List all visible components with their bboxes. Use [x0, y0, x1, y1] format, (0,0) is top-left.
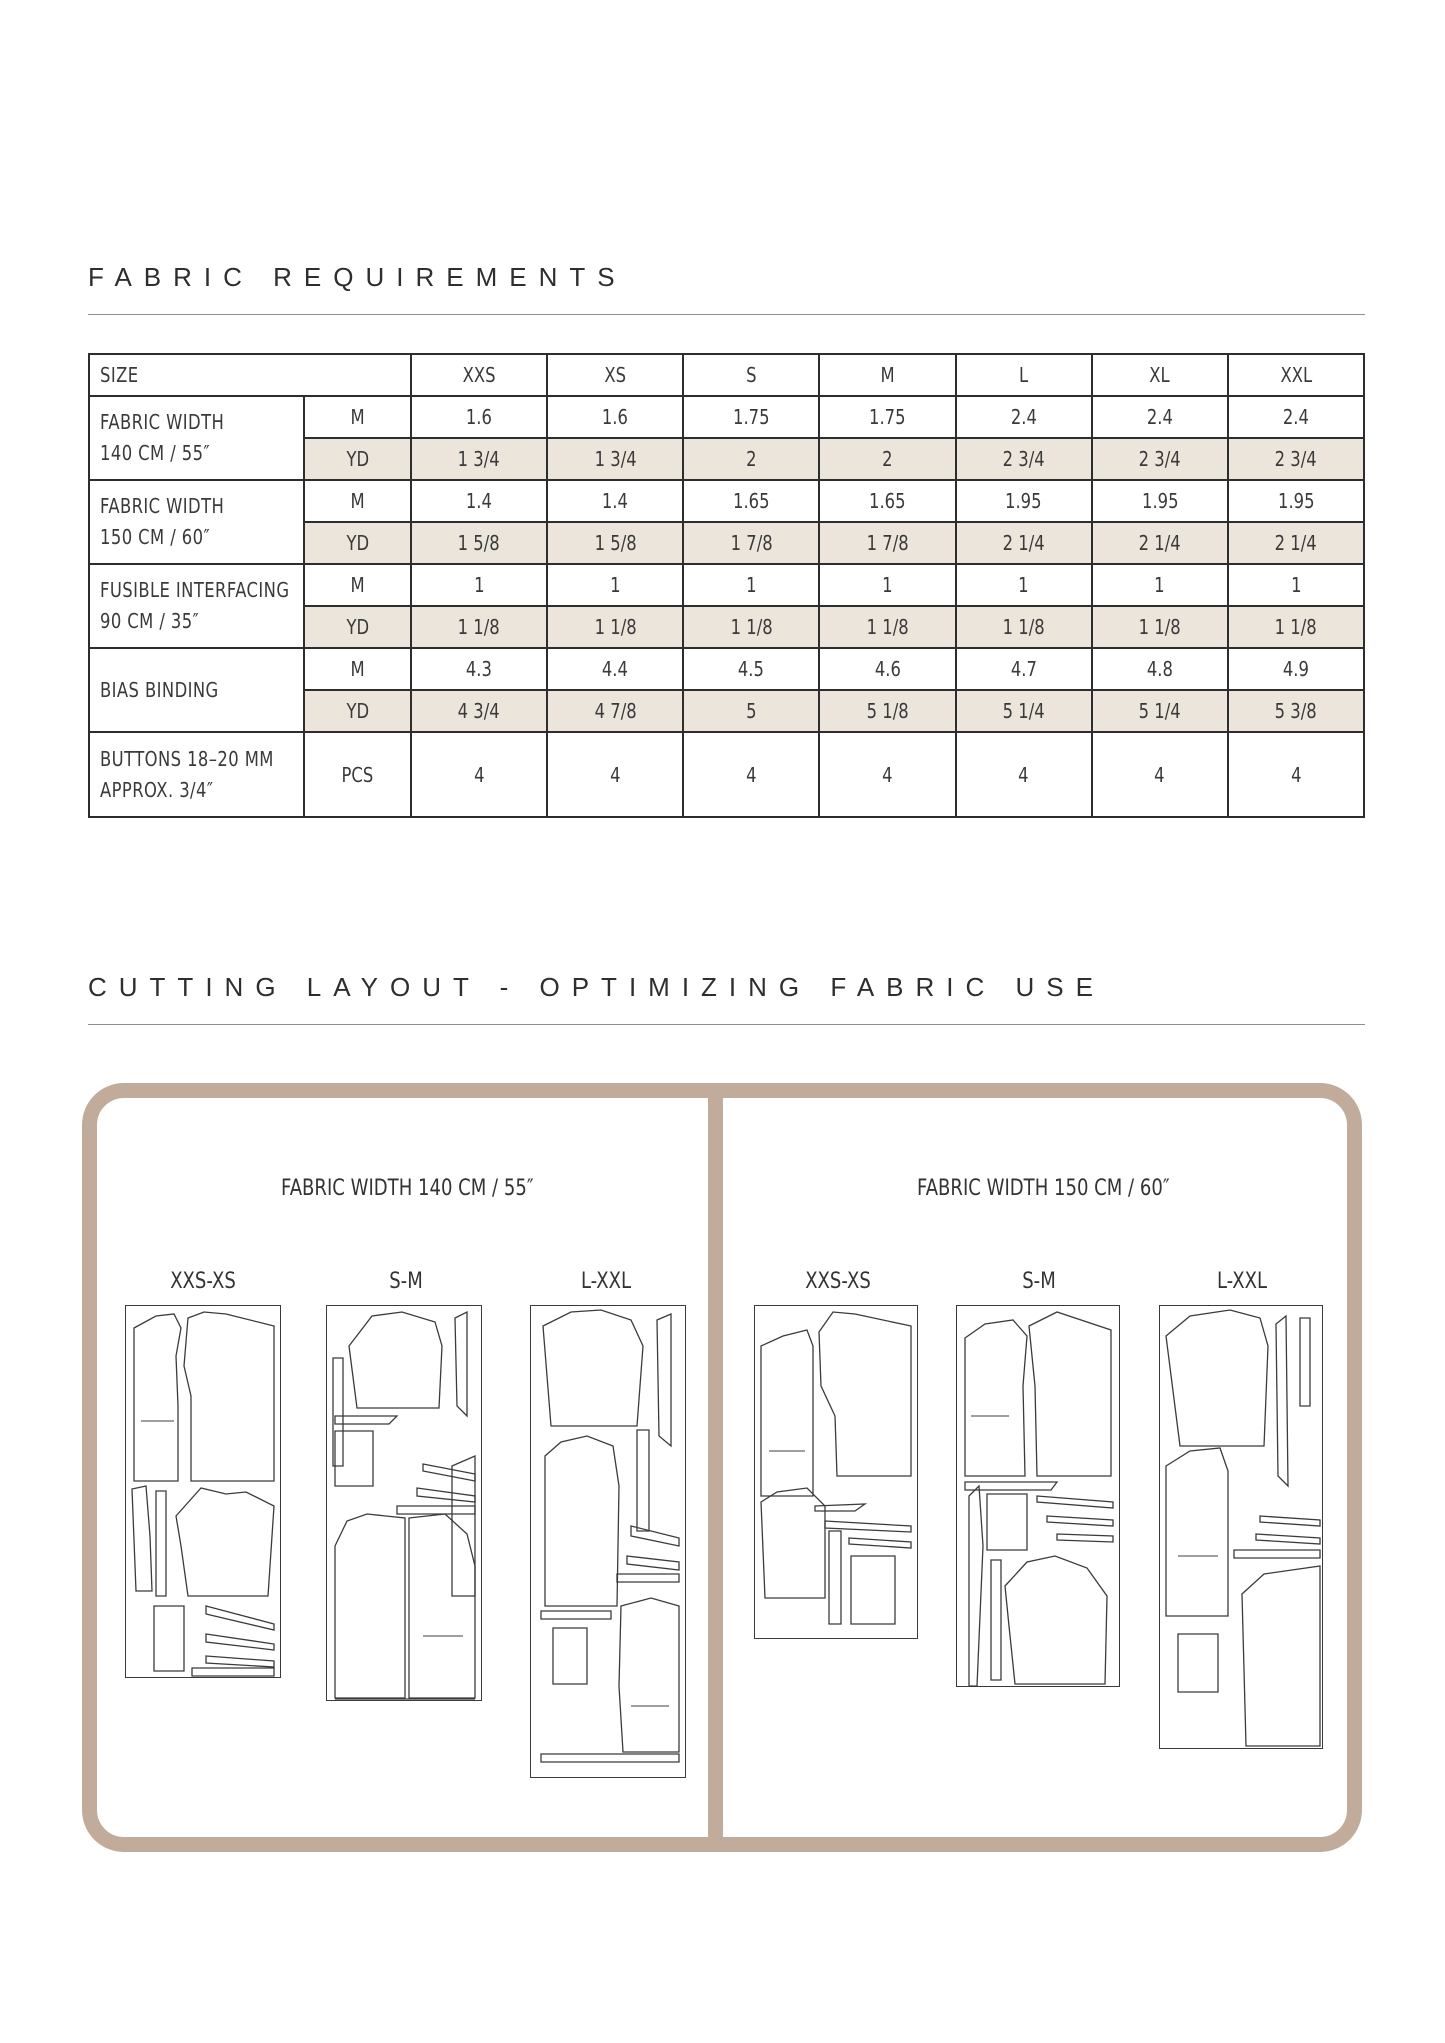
value-text: 1 7/8	[730, 531, 773, 555]
value-cell	[956, 480, 1092, 522]
value-cell	[411, 606, 547, 648]
pattern-pieces	[755, 1306, 917, 1638]
pattern-piece	[543, 1310, 643, 1426]
value-text: 1 7/8	[866, 531, 909, 555]
value-cell	[1092, 438, 1228, 480]
value-text: 1.95	[1277, 489, 1315, 513]
value-cell	[547, 564, 683, 606]
value-text: 1.95	[1141, 489, 1179, 513]
label-line: 90 CM / 35″	[100, 609, 200, 633]
cutting-layout-diagram	[956, 1305, 1120, 1687]
pattern-piece	[1166, 1448, 1228, 1616]
value-text: 1	[1018, 573, 1029, 597]
pattern-piece	[1005, 1556, 1107, 1684]
pattern-piece	[851, 1556, 895, 1624]
value-cell	[1228, 522, 1364, 564]
value-cell	[547, 480, 683, 522]
value-cell	[1092, 690, 1228, 732]
value-text: 1	[609, 573, 621, 597]
label-line: 140 CM / 55″	[100, 441, 210, 465]
pattern-piece	[825, 1521, 911, 1532]
value-cell	[547, 606, 683, 648]
pattern-piece	[455, 1312, 467, 1416]
value-text: 1 3/4	[594, 447, 637, 471]
unit-text: YD	[346, 531, 369, 555]
value-cell	[1092, 606, 1228, 648]
pattern-piece	[619, 1598, 679, 1752]
pattern-piece	[1234, 1550, 1320, 1558]
value-cell	[819, 648, 955, 690]
label-line: BUTTONS 18–20 MM	[100, 746, 274, 771]
pattern-piece	[761, 1488, 825, 1598]
value-text: 1	[473, 573, 485, 597]
value-cell	[411, 522, 547, 564]
size-header-text: SIZE	[100, 362, 139, 387]
layout-label: XXS-XS	[805, 1269, 871, 1294]
value-cell	[683, 606, 819, 648]
cutting-layout-diagram	[754, 1305, 918, 1639]
unit-text: M	[350, 657, 365, 681]
pattern-piece	[349, 1312, 442, 1408]
value-cell	[547, 732, 683, 817]
unit-cell	[304, 690, 411, 732]
value-cell	[819, 732, 955, 817]
cutting-layout-diagram	[125, 1305, 281, 1678]
value-text: 4 3/4	[458, 699, 501, 723]
value-cell	[956, 690, 1092, 732]
pattern-piece	[184, 1312, 274, 1481]
layout-label: S-M	[389, 1269, 423, 1294]
label-line: FABRIC WIDTH	[100, 494, 225, 518]
pattern-pieces	[531, 1306, 685, 1777]
size-text: M	[880, 363, 895, 387]
value-cell	[1228, 564, 1364, 606]
label-line: BIAS BINDING	[100, 677, 219, 702]
value-cell	[683, 522, 819, 564]
value-cell	[956, 564, 1092, 606]
pattern-piece	[409, 1514, 475, 1698]
value-text: 5 3/8	[1274, 699, 1317, 723]
size-column-header	[683, 354, 819, 396]
pattern-piece	[631, 1526, 679, 1546]
value-text: 2	[746, 447, 757, 471]
value-text: 1 1/8	[730, 615, 773, 639]
value-text: 1 5/8	[458, 531, 501, 555]
pattern-piece	[154, 1606, 184, 1671]
cutting-layout-diagram	[326, 1305, 482, 1701]
value-text: 1 5/8	[594, 531, 637, 555]
value-text: 4.9	[1282, 657, 1309, 681]
table-header-row	[89, 354, 1364, 396]
value-text: 2	[882, 447, 893, 471]
heading-rule	[88, 314, 1365, 315]
pattern-piece	[417, 1488, 475, 1502]
row-group-label	[89, 396, 304, 480]
value-cell	[956, 396, 1092, 438]
value-cell	[683, 564, 819, 606]
value-text: 1 1/8	[458, 615, 501, 639]
unit-text: YD	[346, 447, 369, 471]
value-text: 1	[882, 573, 893, 597]
layout-label: S-M	[1022, 1269, 1056, 1294]
pattern-piece	[1260, 1516, 1320, 1526]
pattern-piece	[657, 1314, 671, 1446]
pattern-piece	[176, 1488, 274, 1596]
value-cell	[1228, 438, 1364, 480]
size-column-header	[411, 354, 547, 396]
panel-divider	[708, 1083, 723, 1852]
value-text: 1	[1290, 573, 1302, 597]
label-line: 150 CM / 60″	[100, 525, 210, 549]
pattern-piece	[627, 1556, 679, 1570]
value-text: 5	[746, 699, 757, 723]
pattern-piece	[132, 1486, 152, 1591]
pattern-piece	[1057, 1534, 1113, 1542]
value-text: 5 1/4	[1002, 699, 1045, 723]
label-line: FABRIC WIDTH	[100, 410, 225, 434]
value-text: 1.95	[1005, 489, 1042, 513]
value-text: 2 1/4	[1274, 531, 1317, 555]
value-cell	[956, 648, 1092, 690]
table-row	[89, 648, 1364, 690]
pattern-piece	[1047, 1516, 1113, 1526]
pattern-piece	[206, 1634, 274, 1650]
value-text: 4.6	[874, 657, 901, 681]
value-cell	[1092, 522, 1228, 564]
unit-cell	[304, 396, 411, 438]
value-cell	[1228, 480, 1364, 522]
pattern-piece	[1166, 1310, 1268, 1446]
value-text: 4.8	[1146, 657, 1173, 681]
value-cell	[683, 648, 819, 690]
pattern-piece	[541, 1754, 679, 1762]
pattern-piece	[156, 1491, 166, 1596]
pattern-piece	[541, 1611, 611, 1619]
value-cell	[819, 564, 955, 606]
label-line: APPROX. 3/4″	[100, 777, 214, 802]
value-cell	[819, 438, 955, 480]
value-text: 4.3	[466, 657, 493, 681]
value-text: 1.75	[733, 405, 770, 429]
value-cell	[547, 396, 683, 438]
value-text: 4.5	[738, 657, 765, 681]
table-row	[89, 564, 1364, 606]
pattern-piece	[1242, 1566, 1320, 1746]
cutting-layout-diagram	[1159, 1305, 1323, 1749]
cutting-layout-heading: CUTTING LAYOUT - OPTIMIZING FABRIC USE	[88, 972, 1105, 1002]
value-text: 2.4	[1282, 405, 1309, 429]
pattern-piece	[1178, 1634, 1218, 1692]
layout-label: L-XXL	[1216, 1269, 1268, 1294]
size-text: XS	[604, 363, 627, 387]
value-cell	[956, 732, 1092, 817]
value-text: 4.7	[1010, 657, 1037, 681]
value-cell	[411, 690, 547, 732]
pattern-piece	[1276, 1316, 1288, 1486]
value-cell	[956, 606, 1092, 648]
size-text: S	[746, 363, 757, 387]
value-text: 2.4	[1146, 405, 1173, 429]
value-cell	[956, 438, 1092, 480]
unit-text: M	[350, 573, 365, 597]
pattern-piece	[192, 1668, 274, 1676]
value-text: 1 3/4	[458, 447, 501, 471]
value-cell	[1092, 480, 1228, 522]
pattern-piece	[819, 1312, 911, 1476]
label-line: FUSIBLE INTERFACING	[100, 578, 290, 602]
value-text: 2 3/4	[1274, 447, 1317, 471]
pattern-piece	[335, 1416, 397, 1424]
value-cell	[411, 480, 547, 522]
value-text: 2 3/4	[1002, 447, 1045, 471]
value-text: 1.65	[869, 489, 906, 513]
pattern-piece	[335, 1514, 405, 1698]
value-cell	[683, 732, 819, 817]
row-group-label	[89, 732, 304, 817]
pattern-pieces	[957, 1306, 1119, 1686]
row-group-label	[89, 564, 304, 648]
value-cell	[1228, 690, 1364, 732]
table-row	[89, 732, 1364, 817]
pattern-piece	[617, 1574, 679, 1582]
pattern-piece	[1256, 1534, 1320, 1544]
heading-rule	[88, 1024, 1365, 1025]
value-text: 1.6	[602, 405, 629, 429]
value-text: 4	[609, 762, 621, 787]
value-cell	[1092, 732, 1228, 817]
value-text: 4 7/8	[594, 699, 637, 723]
value-cell	[1228, 648, 1364, 690]
size-column-header	[819, 354, 955, 396]
value-cell	[819, 606, 955, 648]
value-cell	[1092, 648, 1228, 690]
value-cell	[547, 648, 683, 690]
unit-text: PCS	[341, 762, 374, 787]
value-cell	[1228, 396, 1364, 438]
value-cell	[411, 564, 547, 606]
value-text: 4.4	[602, 657, 629, 681]
table-row	[89, 396, 1364, 438]
pattern-piece	[761, 1330, 813, 1496]
pattern-piece	[965, 1320, 1027, 1476]
layout-label: XXS-XS	[170, 1269, 236, 1294]
value-cell	[683, 396, 819, 438]
pattern-piece	[1029, 1312, 1111, 1476]
value-text: 1 1/8	[1138, 615, 1181, 639]
size-text: XXL	[1280, 363, 1312, 387]
fabric-requirements-heading: FABRIC REQUIREMENTS	[88, 262, 627, 292]
pattern-piece	[134, 1314, 181, 1481]
layout-label: L-XXL	[580, 1269, 632, 1294]
unit-cell	[304, 732, 411, 817]
size-text: L	[1019, 363, 1029, 387]
value-text: 1 1/8	[594, 615, 637, 639]
pattern-piece	[553, 1628, 587, 1684]
value-text: 2 3/4	[1138, 447, 1181, 471]
value-text: 1.75	[869, 405, 906, 429]
pattern-piece	[815, 1504, 865, 1511]
pattern-piece	[969, 1486, 983, 1686]
value-cell	[819, 690, 955, 732]
pattern-piece	[397, 1506, 475, 1514]
value-text: 5 1/4	[1138, 699, 1181, 723]
value-cell	[683, 480, 819, 522]
value-text: 1.65	[733, 489, 770, 513]
unit-text: YD	[346, 615, 369, 639]
table-row	[89, 480, 1364, 522]
cutting-layout-diagram	[530, 1305, 686, 1778]
value-cell	[411, 438, 547, 480]
value-cell	[411, 396, 547, 438]
value-cell	[683, 438, 819, 480]
pattern-piece	[987, 1494, 1027, 1550]
pattern-piece	[1300, 1318, 1310, 1406]
value-cell	[411, 732, 547, 817]
value-text: 2 1/4	[1002, 531, 1045, 555]
value-text: 1.6	[466, 405, 493, 429]
size-column-header	[1092, 354, 1228, 396]
value-text: 1	[1154, 573, 1165, 597]
size-column-header	[1228, 354, 1364, 396]
size-text: XL	[1149, 363, 1170, 387]
value-text: 1 1/8	[866, 615, 909, 639]
pattern-piece	[637, 1430, 649, 1531]
pattern-piece	[545, 1436, 619, 1606]
value-cell	[547, 438, 683, 480]
value-cell	[956, 522, 1092, 564]
pattern-piece	[335, 1431, 373, 1486]
panel-title-150: FABRIC WIDTH 150 CM / 60″	[917, 1176, 1170, 1201]
value-text: 4	[746, 762, 757, 787]
unit-cell	[304, 438, 411, 480]
row-group-label	[89, 480, 304, 564]
value-cell	[411, 648, 547, 690]
value-text: 4	[1290, 762, 1302, 787]
size-text: XXS	[462, 363, 496, 387]
panel-title-140: FABRIC WIDTH 140 CM / 55″	[281, 1176, 534, 1201]
value-text: 1	[746, 573, 757, 597]
pattern-pieces	[1160, 1306, 1322, 1748]
unit-text: M	[350, 405, 365, 429]
value-text: 4	[1154, 762, 1165, 787]
value-text: 1 1/8	[1002, 615, 1045, 639]
unit-cell	[304, 606, 411, 648]
value-cell	[819, 396, 955, 438]
pattern-piece	[206, 1656, 274, 1667]
unit-cell	[304, 648, 411, 690]
value-cell	[1228, 606, 1364, 648]
value-cell	[547, 522, 683, 564]
size-column-header	[547, 354, 683, 396]
value-text: 2.4	[1010, 405, 1037, 429]
size-column-header	[956, 354, 1092, 396]
pattern-piece	[991, 1560, 1001, 1680]
value-cell	[819, 480, 955, 522]
unit-text: M	[350, 489, 365, 513]
value-text: 5 1/8	[866, 699, 909, 723]
value-cell	[547, 690, 683, 732]
pattern-piece	[849, 1538, 911, 1548]
value-text: 4	[882, 762, 893, 787]
row-group-label	[89, 648, 304, 732]
value-cell	[819, 522, 955, 564]
value-cell	[1092, 564, 1228, 606]
pattern-piece	[206, 1606, 274, 1630]
unit-cell	[304, 522, 411, 564]
pattern-piece	[829, 1531, 841, 1624]
unit-cell	[304, 480, 411, 522]
value-text: 1.4	[602, 489, 629, 513]
value-cell	[1092, 396, 1228, 438]
value-text: 1.4	[466, 489, 493, 513]
value-text: 2 1/4	[1138, 531, 1181, 555]
unit-text: YD	[346, 699, 369, 723]
value-text: 1 1/8	[1274, 615, 1317, 639]
value-cell	[1228, 732, 1364, 817]
pattern-piece	[423, 1464, 475, 1481]
unit-cell	[304, 564, 411, 606]
pattern-pieces	[327, 1306, 481, 1700]
fabric-requirements-table	[88, 353, 1365, 818]
pattern-pieces	[126, 1306, 280, 1677]
pattern-piece	[1037, 1496, 1113, 1508]
value-cell	[683, 690, 819, 732]
value-text: 4	[1018, 762, 1029, 787]
size-header	[89, 354, 411, 396]
value-text: 4	[473, 762, 485, 787]
